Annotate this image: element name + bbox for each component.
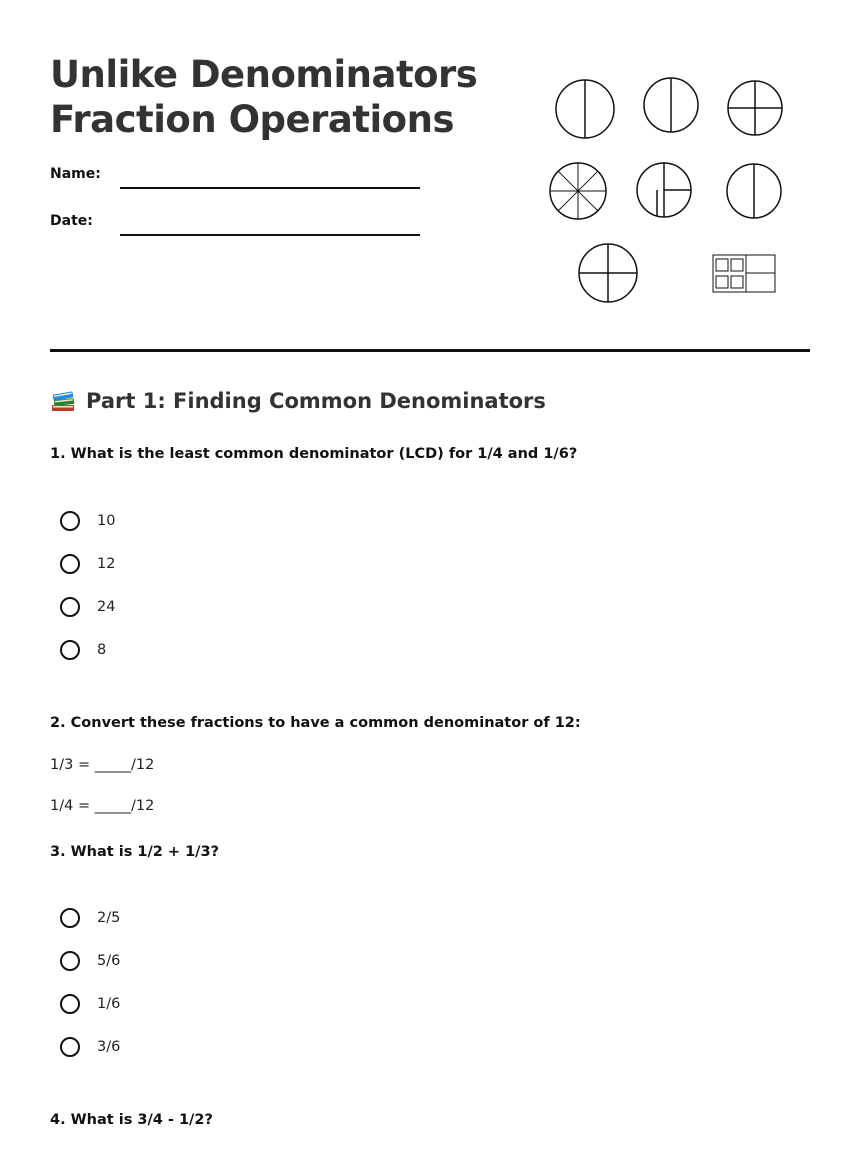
circle-partial-quarters-icon	[635, 161, 693, 219]
circle-quarters-icon	[577, 242, 639, 304]
question-2: 2. Convert these fractions to have a common denominator of 12:	[50, 715, 581, 731]
option-label: 10	[97, 513, 116, 529]
radio-button[interactable]	[60, 597, 80, 617]
option-q1-c[interactable]	[60, 597, 115, 617]
circle-eighths-icon	[548, 161, 608, 221]
section-title: Part 1: Finding Common Denominators	[86, 389, 546, 413]
books-icon	[50, 388, 76, 414]
radio-button[interactable]	[60, 511, 80, 531]
radio-button[interactable]	[60, 554, 80, 574]
radio-button[interactable]	[60, 908, 80, 928]
option-label: 12	[97, 556, 116, 572]
grid-boxes-icon	[712, 254, 776, 294]
name-field[interactable]	[120, 187, 420, 189]
header-divider	[50, 349, 810, 352]
circle-half-icon	[725, 162, 783, 220]
date-label: Date:	[50, 213, 93, 229]
fill-in-answer-2[interactable]: 1/4 = _____/12	[50, 798, 155, 814]
fraction-icons	[540, 70, 800, 320]
radio-button[interactable]	[60, 951, 80, 971]
option-label: 8	[97, 642, 107, 658]
option-q3-b[interactable]	[60, 951, 120, 971]
option-q3-d[interactable]	[60, 1037, 120, 1057]
question-3: 3. What is 1/2 + 1/3?	[50, 844, 219, 860]
radio-button[interactable]	[60, 994, 80, 1014]
option-q1-b[interactable]	[60, 554, 115, 574]
circle-quarters-icon	[726, 79, 784, 137]
option-label: 3/6	[97, 1039, 121, 1055]
option-label: 24	[97, 599, 116, 615]
date-field[interactable]	[120, 234, 420, 236]
option-q3-c[interactable]	[60, 994, 120, 1014]
name-label: Name:	[50, 166, 101, 182]
radio-button[interactable]	[60, 1037, 80, 1057]
section-heading	[50, 388, 546, 414]
title-line-1: Unlike Denominators	[50, 53, 478, 96]
circle-halves-icon	[554, 78, 616, 140]
question-4: 4. What is 3/4 - 1/2?	[50, 1112, 213, 1128]
radio-button[interactable]	[60, 640, 80, 660]
title-line-2: Fraction Operations	[50, 98, 454, 141]
option-q1-d[interactable]	[60, 640, 106, 660]
question-1: 1. What is the least common denominator (LCD) for 1/4 and 1/6?	[50, 446, 578, 462]
option-q3-a[interactable]	[60, 908, 120, 928]
option-label: 1/6	[97, 996, 121, 1012]
circle-halves-icon	[642, 76, 700, 134]
option-q1-a[interactable]	[60, 511, 115, 531]
option-label: 2/5	[97, 910, 121, 926]
fill-in-answer-1[interactable]: 1/3 = _____/12	[50, 757, 155, 773]
option-label: 5/6	[97, 953, 121, 969]
worksheet-title	[50, 52, 477, 142]
